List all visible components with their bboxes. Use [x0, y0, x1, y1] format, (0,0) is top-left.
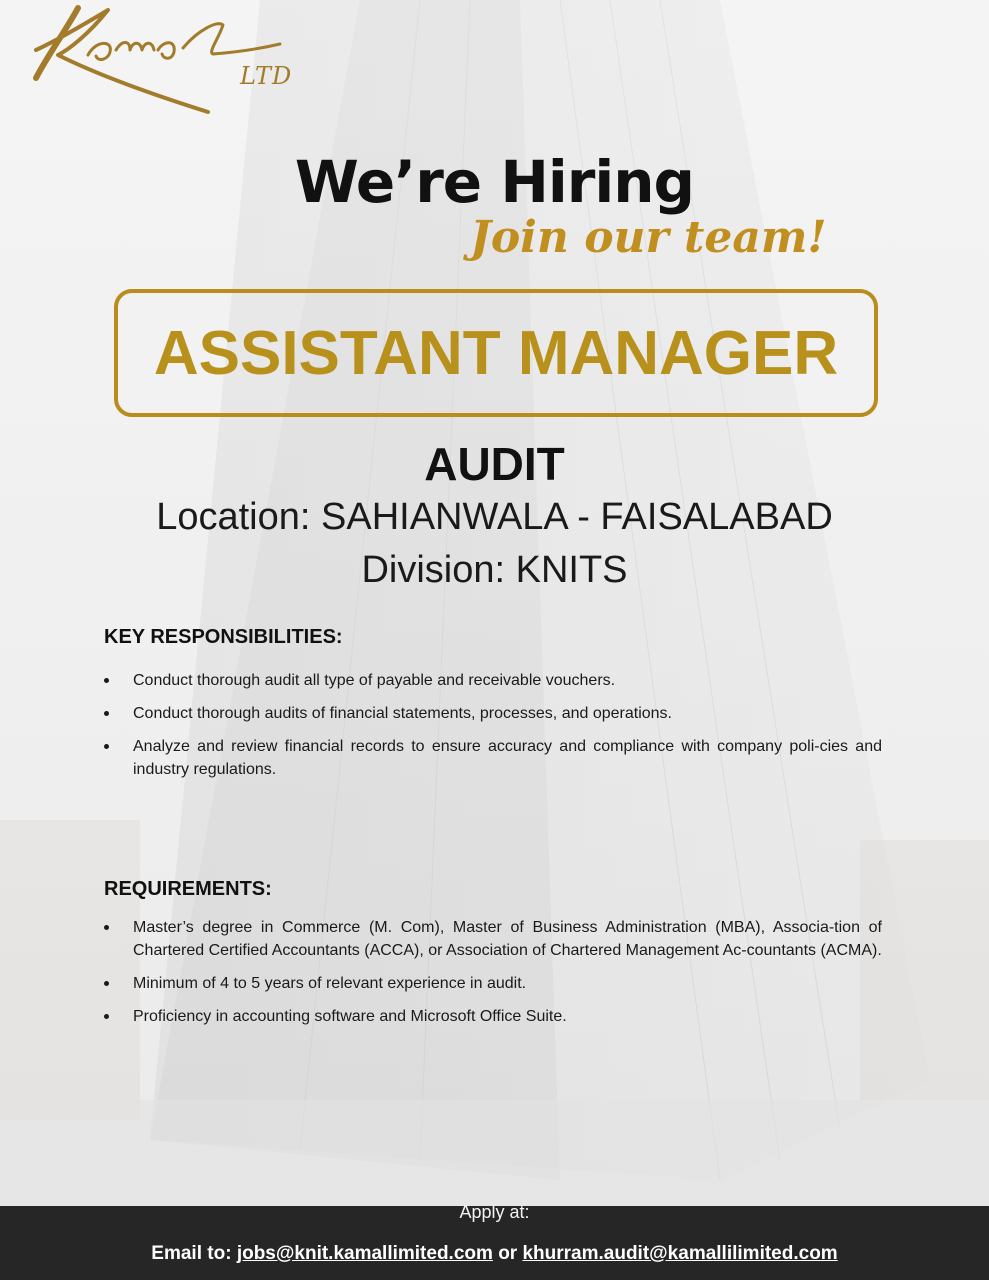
job-title: ASSISTANT MANAGER — [153, 318, 839, 388]
requirements-list — [104, 916, 882, 1038]
email-connector: or — [498, 1243, 518, 1264]
list-item-text: Conduct thorough audits of financial statements, processes, and operations. — [133, 705, 672, 722]
job-title-frame — [114, 289, 878, 417]
job-division: Division: KNITS — [361, 549, 628, 591]
list-item — [104, 735, 882, 781]
bullet-icon — [104, 1014, 109, 1019]
email-prefix: Email to: — [151, 1243, 232, 1264]
bullet-icon — [104, 711, 109, 716]
tagline-join-our-team: Join our team! — [470, 212, 827, 263]
logo-ltd-text: LTD — [240, 62, 293, 90]
email-line — [0, 1243, 989, 1265]
list-item-text: Master’s degree in Commerce (M. Com), Master of Business Administration (MBA), Associa-tion of Chartered Certified Accountants (ACCA), or Association of Chartered Management Ac-countants (ACMA). — [133, 919, 882, 959]
responsibilities-list — [104, 669, 882, 791]
list-item — [104, 972, 882, 995]
list-item — [104, 669, 882, 692]
responsibilities-heading: KEY RESPONSIBILITIES: — [104, 626, 343, 648]
list-item-text: Analyze and review financial records to ensure accuracy and compliance with company poli-cies and industry regulations. — [133, 738, 882, 778]
bullet-icon — [104, 744, 109, 749]
email-link-jobs[interactable]: jobs@knit.kamallimited.com — [236, 1243, 493, 1264]
company-logo — [18, 0, 298, 120]
bullet-icon — [104, 981, 109, 986]
list-item — [104, 916, 882, 962]
headline-were-hiring: We’re Hiring — [294, 148, 695, 216]
bullet-icon — [104, 678, 109, 683]
apply-label: Apply at: — [459, 1202, 530, 1222]
kamal-signature-logo — [18, 0, 298, 120]
requirements-heading: REQUIREMENTS: — [104, 878, 272, 900]
list-item-text: Proficiency in accounting software and Microsoft Office Suite. — [133, 1008, 567, 1025]
list-item — [104, 702, 882, 725]
job-location: Location: SAHIANWALA - FAISALABAD — [156, 496, 833, 538]
bullet-icon — [104, 925, 109, 930]
list-item-text: Conduct thorough audit all type of payable and receivable vouchers. — [133, 672, 616, 689]
email-link-khurram[interactable]: khurram.audit@kamallilimited.com — [522, 1243, 838, 1264]
job-department: AUDIT — [424, 438, 565, 490]
list-item — [104, 1005, 882, 1028]
list-item-text: Minimum of 4 to 5 years of relevant experience in audit. — [133, 975, 527, 992]
